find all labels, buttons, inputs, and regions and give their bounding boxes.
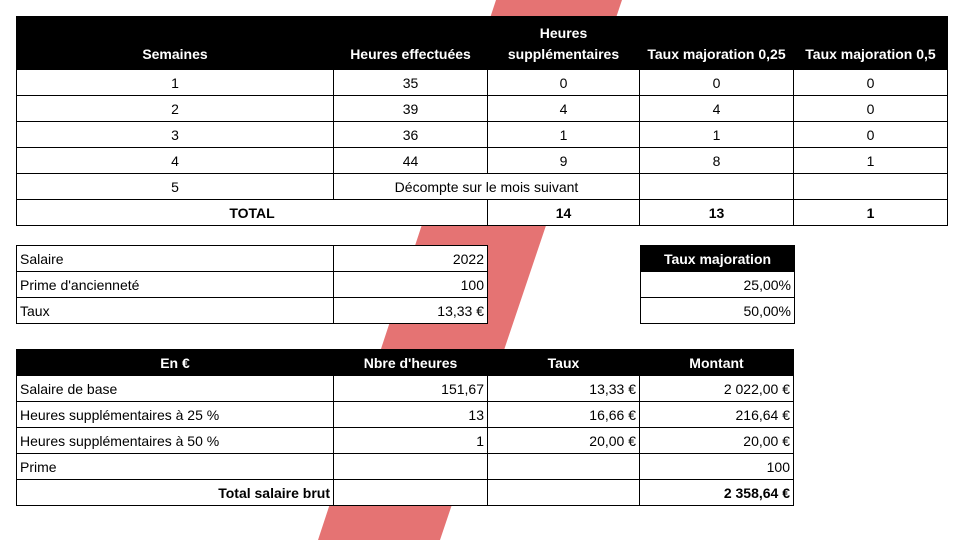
salary-value: 2022 — [334, 246, 488, 272]
hours-cell: 36 — [334, 122, 488, 148]
hours-table-header — [17, 17, 948, 70]
table-row — [17, 428, 794, 454]
rate-value: 13,33 € — [334, 298, 488, 324]
row-rate: 16,66 € — [488, 402, 640, 428]
table-row-week5 — [17, 174, 948, 200]
header-amount: Montant — [640, 350, 794, 376]
overtime-cell: 9 — [488, 148, 640, 174]
rates-table — [640, 245, 795, 324]
week-cell: 5 — [17, 174, 334, 200]
seniority-bonus-label: Prime d'ancienneté — [17, 272, 334, 298]
table-row — [17, 376, 794, 402]
total-label: TOTAL — [17, 200, 488, 226]
table-row — [17, 298, 488, 324]
table-row — [17, 454, 794, 480]
row-amount: 2 022,00 € — [640, 376, 794, 402]
rate25-cell: 8 — [640, 148, 794, 174]
header-rate: Taux — [488, 350, 640, 376]
row-label: Prime — [17, 454, 334, 480]
rate50-cell: 0 — [794, 96, 948, 122]
total-rate50: 1 — [794, 200, 948, 226]
table-row — [17, 246, 488, 272]
rate25-cell: 1 — [640, 122, 794, 148]
row-rate — [488, 454, 640, 480]
table-row — [17, 148, 948, 174]
header-rate-25: Taux majoration 0,25 — [640, 17, 794, 70]
pay-table-header — [17, 350, 794, 376]
table-row — [17, 70, 948, 96]
table-row — [641, 298, 795, 324]
pay-table — [16, 349, 794, 506]
rate50-cell: 1 — [794, 148, 948, 174]
row-label: Heures supplémentaires à 25 % — [17, 402, 334, 428]
total-label: Total salaire brut — [17, 480, 334, 506]
rates-header-row — [641, 246, 795, 272]
header-weeks: Semaines — [17, 17, 334, 70]
header-overtime: Heures supplémentaires — [488, 17, 640, 70]
table-row — [17, 272, 488, 298]
rate-label: Taux — [17, 298, 334, 324]
table-row — [17, 402, 794, 428]
total-row — [17, 480, 794, 506]
row-hours: 13 — [334, 402, 488, 428]
week-cell: 2 — [17, 96, 334, 122]
rate-25-value: 25,00% — [641, 272, 795, 298]
row-amount: 216,64 € — [640, 402, 794, 428]
total-row — [17, 200, 948, 226]
total-rate25: 13 — [640, 200, 794, 226]
rate50-cell: 0 — [794, 70, 948, 96]
total-overtime: 14 — [488, 200, 640, 226]
row-rate: 13,33 € — [488, 376, 640, 402]
row-hours: 1 — [334, 428, 488, 454]
overtime-cell: 4 — [488, 96, 640, 122]
header-hours: Nbre d'heures — [334, 350, 488, 376]
seniority-bonus-value: 100 — [334, 272, 488, 298]
rate-50-value: 50,00% — [641, 298, 795, 324]
week-cell: 1 — [17, 70, 334, 96]
rates-header: Taux majoration — [641, 246, 795, 272]
empty-cell — [640, 174, 794, 200]
salary-label: Salaire — [17, 246, 334, 272]
table-row — [17, 96, 948, 122]
row-amount: 100 — [640, 454, 794, 480]
empty-cell — [488, 480, 640, 506]
hours-cell: 39 — [334, 96, 488, 122]
row-label: Salaire de base — [17, 376, 334, 402]
table-row — [641, 272, 795, 298]
total-amount: 2 358,64 € — [640, 480, 794, 506]
overtime-cell: 0 — [488, 70, 640, 96]
header-label: En € — [17, 350, 334, 376]
rate50-cell: 0 — [794, 122, 948, 148]
row-hours: 151,67 — [334, 376, 488, 402]
salary-info-table — [16, 245, 488, 324]
hours-table — [16, 16, 948, 226]
row-rate: 20,00 € — [488, 428, 640, 454]
rate25-cell: 0 — [640, 70, 794, 96]
header-rate-50: Taux majoration 0,5 — [794, 17, 948, 70]
row-label: Heures supplémentaires à 50 % — [17, 428, 334, 454]
empty-cell — [334, 480, 488, 506]
hours-cell: 44 — [334, 148, 488, 174]
row-hours — [334, 454, 488, 480]
week5-note: Décompte sur le mois suivant — [334, 174, 640, 200]
header-hours-worked: Heures effectuées — [334, 17, 488, 70]
table-row — [17, 122, 948, 148]
week-cell: 3 — [17, 122, 334, 148]
hours-cell: 35 — [334, 70, 488, 96]
rate25-cell: 4 — [640, 96, 794, 122]
overtime-cell: 1 — [488, 122, 640, 148]
row-amount: 20,00 € — [640, 428, 794, 454]
empty-cell — [794, 174, 948, 200]
week-cell: 4 — [17, 148, 334, 174]
